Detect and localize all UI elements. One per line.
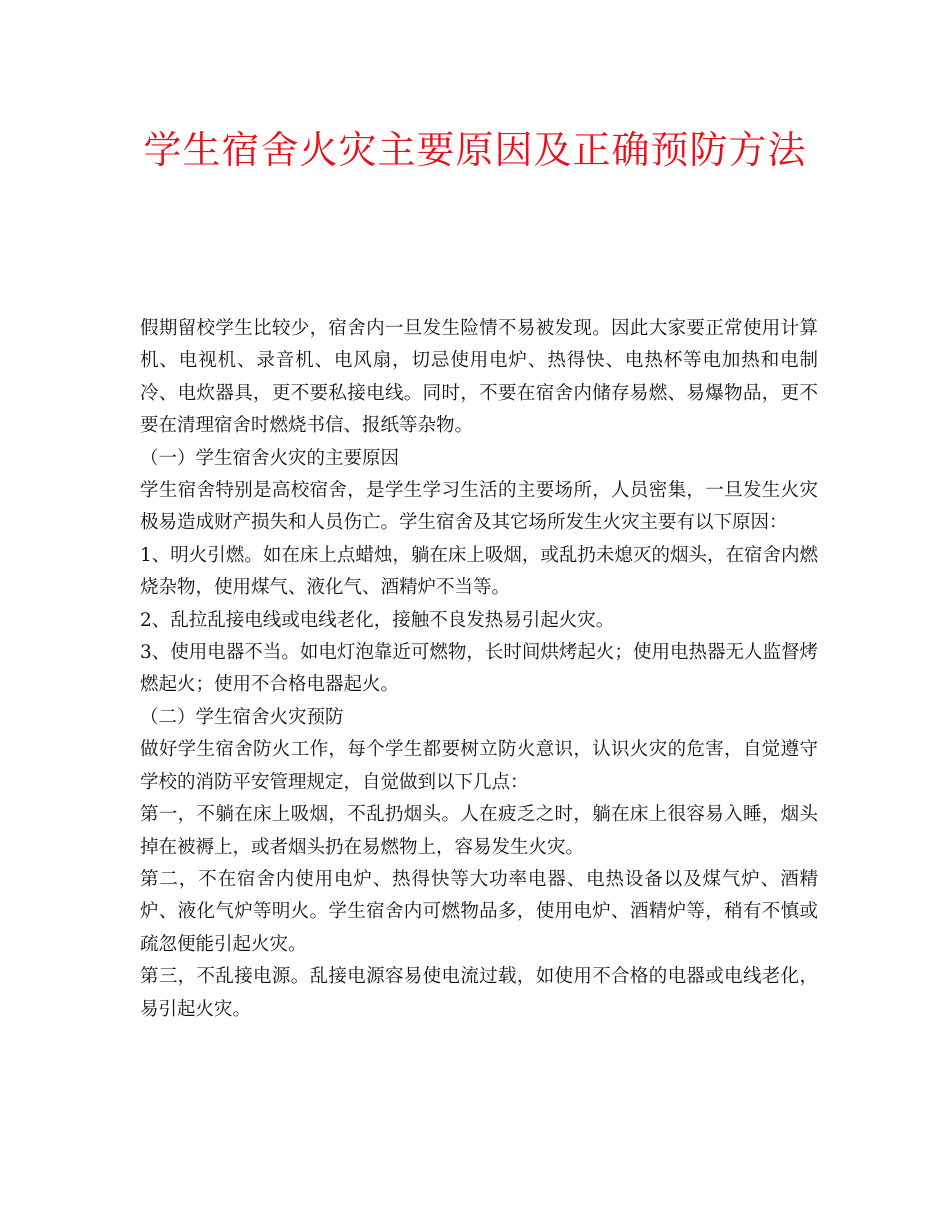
list-item-cause-2: 2、乱拉乱接电线或电线老化，接触不良发热易引起火灾。 xyxy=(140,609,615,631)
list-item-cause-1: 1、明火引燃。如在床上点蜡烛，躺在床上吸烟，或乱扔未熄灭的烟头，在宿舍内燃烧杂物，使用煤气、液化气、酒精炉不当等。 xyxy=(140,544,818,599)
paragraph-causes-intro: 学生宿舍特别是高校宿舍，是学生学习生活的主要场所，人员密集，一旦发生火灾极易造成财产损失和人员伤亡。学生宿舍及其它场所发生火灾主要有以下原因： xyxy=(140,480,818,534)
list-item-prevention-1: 第一，不躺在床上吸烟，不乱扔烟头。人在疲乏之时，躺在床上很容易入睡，烟头掉在被褥上，或者烟头扔在易燃物上，容易发生火灾。 xyxy=(140,804,818,858)
document-body xyxy=(140,313,818,1026)
section-heading-causes: （一）学生宿舍火灾的主要原因 xyxy=(140,447,400,469)
list-item-cause-3: 3、使用电器不当。如电灯泡靠近可燃物，长时间烘烤起火；使用电热器无人监督烤燃起火；使用不合格电器起火。 xyxy=(140,642,818,696)
list-item-prevention-2: 第二，不在宿舍内使用电炉、热得快等大功率电器、电热设备以及煤气炉、酒精炉、液化气炉等明火。学生宿舍内可燃物品多，使用电炉、酒精炉等，稍有不慎或疏忽便能引起火灾。 xyxy=(140,868,818,955)
paragraph-intro: 假期留校学生比较少，宿舍内一旦发生险情不易被发现。因此大家要正常使用计算机、电视机、录音机、电风扇，切忌使用电炉、热得快、电热杯等电加热和电制冷、电炊器具，更不要私接电线。同时，不要在宿舍内储存易燃、易爆物品，更不要在清理宿舍时燃烧书信、报纸等杂物。 xyxy=(140,318,818,437)
paragraph-prevention-intro: 做好学生宿舍防火工作，每个学生都要树立防火意识，认识火灾的危害，自觉遵守学校的消防平安管理规定，自觉做到以下几点： xyxy=(140,739,818,793)
list-item-prevention-3: 第三，不乱接电源。乱接电源容易使电流过载，如使用不合格的电器或电线老化，易引起火灾。 xyxy=(140,966,818,1020)
section-heading-prevention: （二）学生宿舍火灾预防 xyxy=(140,706,344,728)
document-title: 学生宿舍火灾主要原因及正确预防方法 xyxy=(143,128,807,172)
